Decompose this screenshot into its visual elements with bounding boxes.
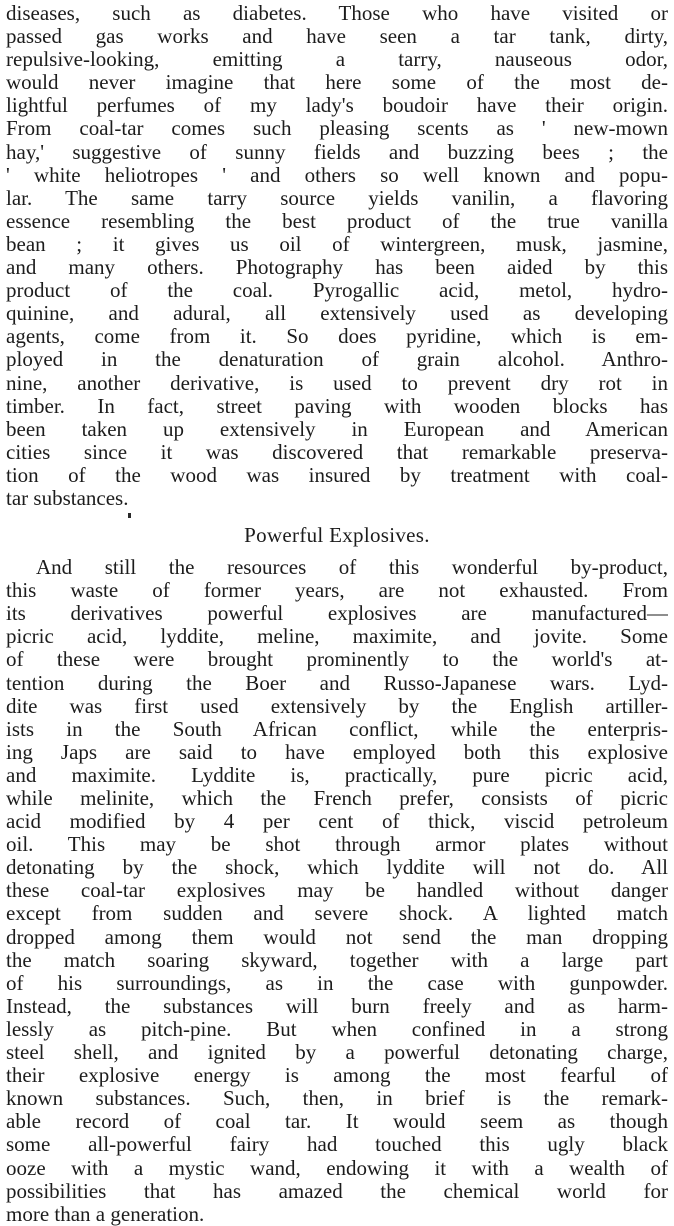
- text-line: acid modified by 4 per cent of thick, viscid petroleum: [6, 810, 668, 834]
- text-line: agents, come from it. So does pyridine, which is em-: [6, 325, 668, 349]
- text-line: these coal-tar explosives may be handled without danger: [6, 879, 668, 903]
- text-line: this waste of former years, are not exhausted. From: [6, 579, 668, 603]
- text-line: hay,' suggestive of sunny fields and buzzing bees ; the: [6, 140, 668, 164]
- text-line: passed gas works and have seen a tar tank, dirty,: [6, 25, 668, 49]
- text-line: ooze with a mystic wand, endowing it with a wealth of: [6, 1156, 668, 1180]
- text-line: Instead, the substances will burn freely and as harm-: [6, 994, 668, 1018]
- text-line: possibilities that has amazed the chemical world for: [6, 1179, 668, 1203]
- section-heading: Powerful Explosives.: [244, 523, 430, 548]
- text-line: lar. The same tarry source yields vanilin, a flavoring: [6, 186, 668, 210]
- text-line: ployed in the denaturation of grain alcohol. Anthro-: [6, 348, 668, 372]
- text-line: its derivatives powerful explosives are manufactured—: [6, 602, 668, 626]
- text-line: the match soaring skyward, together with a large part: [6, 948, 668, 972]
- text-line: been taken up extensively in European and American: [6, 417, 668, 441]
- text-line: From coal-tar comes such pleasing scents as ' new-mown: [6, 117, 668, 141]
- text-line: more than a generation.: [6, 1202, 205, 1226]
- text-line: would never imagine that here some of the most de-: [6, 71, 668, 95]
- text-line: steel shell, and ignited by a powerful detonating charge,: [6, 1041, 668, 1065]
- article-column: [6, 2, 668, 1226]
- text-line: product of the coal. Pyrogallic acid, metol, hydro-: [6, 279, 668, 303]
- text-line: while melinite, which the French prefer, consists of picric: [6, 787, 668, 810]
- text-line: ' white heliotropes ' and others so well known and popu-: [6, 163, 668, 187]
- text-line: oil. This may be shot through armor plates without: [6, 833, 668, 857]
- text-line: lightful perfumes of my lady's boudoir have their origin.: [6, 94, 668, 118]
- text-line: known substances. Such, then, in brief is the remark-: [6, 1087, 668, 1111]
- paragraph-explosives: [6, 556, 668, 1226]
- text-line: of these were brought prominently to the world's at-: [6, 648, 668, 672]
- text-line: dite was first used extensively by the English artiller-: [6, 694, 668, 718]
- text-line: nine, another derivative, is used to prevent dry rot in: [6, 371, 668, 395]
- paragraph-intro: [6, 2, 668, 510]
- text-line: and maximite. Lyddite is, practically, pure picric acid,: [6, 763, 668, 787]
- text-line: ists in the South African conflict, while the enterpris-: [6, 717, 668, 741]
- text-line: some all-powerful fairy had touched this ugly black: [6, 1133, 668, 1157]
- text-line: detonating by the shock, which lyddite will not do. All: [6, 856, 668, 880]
- text-line: picric acid, lyddite, meline, maximite, and jovite. Some: [6, 625, 668, 649]
- text-line: repulsive-looking, emitting a tarry, nauseous odor,: [6, 48, 668, 72]
- text-line: able record of coal tar. It would seem as though: [6, 1110, 668, 1134]
- print-speck: [128, 513, 131, 518]
- text-line: cities since it was discovered that remarkable preserva-: [6, 440, 668, 464]
- text-line: bean ; it gives us oil of wintergreen, musk, jasmine,: [6, 232, 668, 256]
- text-line: and many others. Photography has been aided by this: [6, 256, 668, 280]
- text-line: essence resembling the best product of the true vanilla: [6, 209, 668, 233]
- text-line: dropped among them would not send the man dropping: [6, 925, 668, 949]
- text-line: of his surroundings, as in the case with gunpowder.: [6, 971, 668, 995]
- text-line: diseases, such as diabetes. Those who have visited or: [6, 2, 668, 25]
- text-line: tention during the Boer and Russo-Japanese wars. Lyd-: [6, 671, 668, 695]
- text-line: tion of the wood was insured by treatment with coal-: [6, 463, 668, 487]
- text-line: quinine, and adural, all extensively used as developing: [6, 302, 668, 326]
- text-line: tar substances.: [6, 486, 129, 510]
- text-line: their explosive energy is among the most fearful of: [6, 1064, 668, 1088]
- text-line: timber. In fact, street paving with wooden blocks has: [6, 394, 668, 418]
- text-line: except from sudden and severe shock. A lighted match: [6, 902, 668, 926]
- text-line: lessly as pitch-pine. But when confined in a strong: [6, 1017, 668, 1041]
- text-line: And still the resources of this wonderful by-product,: [36, 556, 668, 580]
- text-line: ing Japs are said to have employed both this explosive: [6, 740, 668, 764]
